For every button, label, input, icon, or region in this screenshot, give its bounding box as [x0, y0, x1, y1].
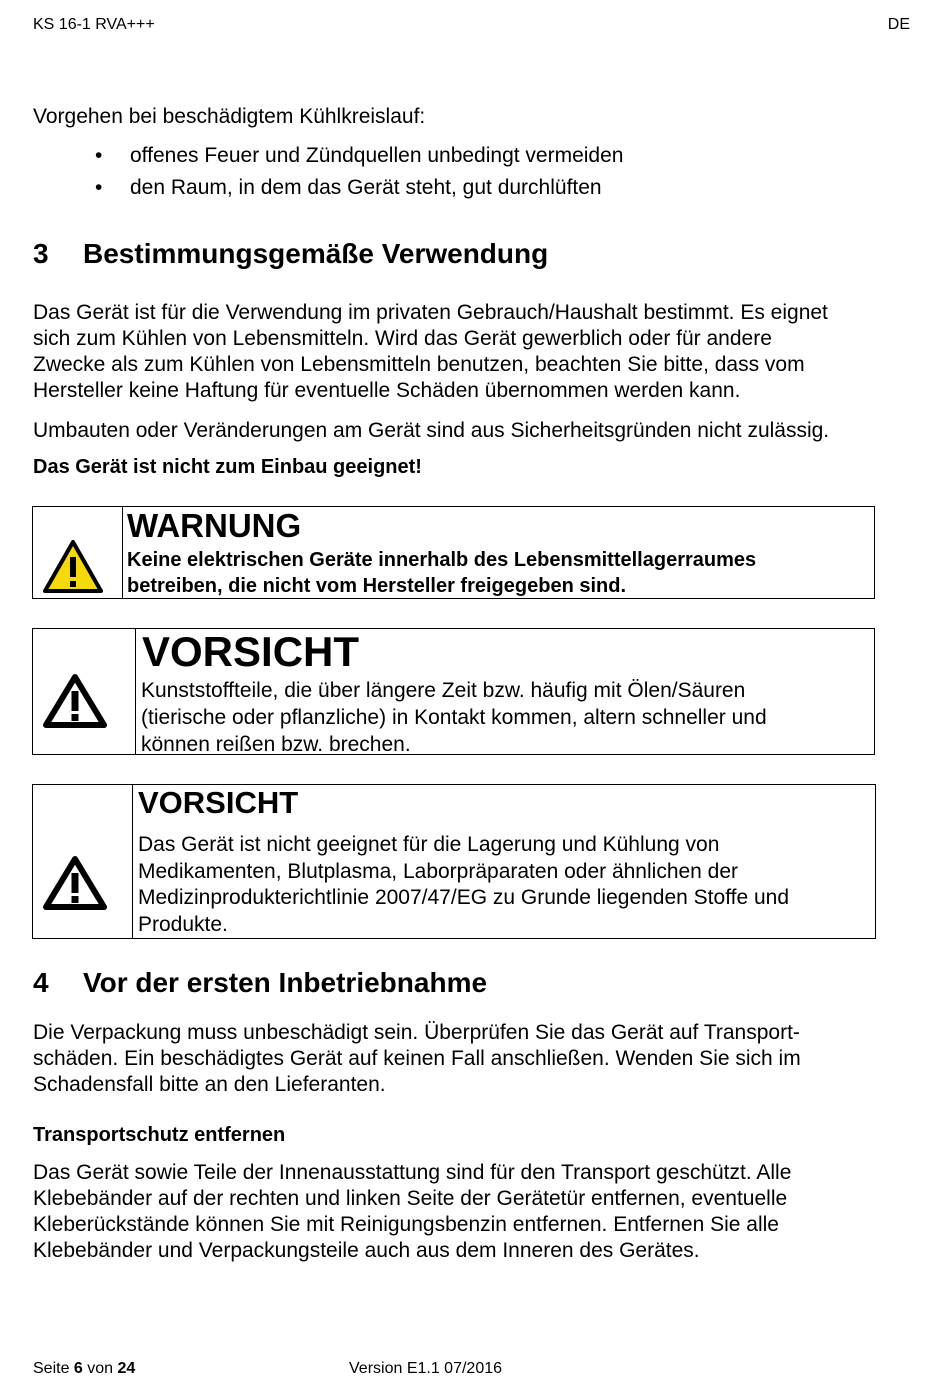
- text-line: Kleberückstände können Sie mit Reinigungsbenzin entfernen. Entfernen Sie alle: [33, 1213, 779, 1236]
- text-line: Klebebänder auf der rechten und linken Seite der Gerätetür entfernen, eventuelle: [33, 1187, 788, 1210]
- section-4-number: 4: [33, 967, 49, 998]
- text-line: schäden. Ein beschädigtes Gerät auf keinen Fall anschließen. Wenden Sie sich im: [33, 1047, 801, 1070]
- section-4-paragraph-1: [33, 1020, 913, 1098]
- section-3-bold-note: Das Gerät ist nicht zum Einbau geeignet!: [33, 456, 422, 478]
- warning-title: WARNUNG: [127, 507, 302, 544]
- section-3-title: Bestimmungsgemäße Verwendung: [83, 238, 549, 269]
- caution-icon-cell: [33, 785, 133, 938]
- total-pages: 24: [117, 1360, 136, 1377]
- text-line: betreiben, die nicht vom Hersteller freigegeben sind.: [127, 575, 627, 597]
- section-4-title: Vor der ersten Inbetriebnahme: [83, 967, 488, 998]
- current-page: 6: [73, 1360, 83, 1377]
- caution-triangle-icon: [42, 855, 108, 911]
- caution-icon-cell: [33, 629, 136, 754]
- text-line: Medizinprodukterichtlinie 2007/47/EG zu Grunde liegenden Stoffe und: [138, 886, 790, 909]
- text-line: Das Gerät ist für die Verwendung im privaten Gebrauch/Haushalt bestimmt. Es eignet: [33, 301, 828, 324]
- caution-1-title: VORSICHT: [142, 628, 360, 675]
- caution-1-text: [141, 677, 767, 758]
- caution-box-2: [32, 784, 876, 939]
- caution-box-1: [32, 628, 875, 755]
- text-line: Die Verpackung muss unbeschädigt sein. Überprüfen Sie das Gerät auf Transport-: [33, 1021, 800, 1044]
- text-line: Kunststoffteile, die über längere Zeit bzw. häufig mit Ölen/Säuren: [141, 679, 746, 702]
- section-4-paragraph-2: [33, 1160, 913, 1264]
- text-line: Produkte.: [138, 912, 228, 936]
- header-language: DE: [887, 16, 910, 33]
- section-3-paragraph-2: Umbauten oder Veränderungen am Gerät sind aus Sicherheitsgründen nicht zulässig.: [33, 419, 830, 442]
- page-number: [33, 1360, 135, 1378]
- text-line: Das Gerät ist nicht geeignet für die Lagerung und Kühlung von: [138, 833, 720, 856]
- page-mid: von: [87, 1360, 114, 1377]
- section-4-subheading: Transportschutz entfernen: [33, 1124, 286, 1146]
- page-prefix: Seite: [33, 1360, 70, 1377]
- bullet-text: den Raum, in dem das Gerät steht, gut durchlüften: [130, 176, 602, 199]
- text-line: Medikamenten, Blutplasma, Laborpräparaten oder ähnlichen der: [138, 859, 739, 883]
- text-line: sich zum Kühlen von Lebensmitteln. Wird das Gerät gewerblich oder für andere: [33, 327, 772, 350]
- warning-text: [127, 547, 756, 599]
- warning-icon-cell: [33, 507, 123, 598]
- text-line: können reißen bzw. brechen.: [141, 733, 411, 756]
- bullet-icon: •: [95, 176, 103, 199]
- intro-lead: Vorgehen bei beschädigtem Kühlkreislauf:: [33, 105, 426, 128]
- header-model: KS 16-1 RVA+++: [33, 16, 155, 33]
- text-line: (tierische oder pflanzliche) in Kontakt kommen, altern schneller und: [141, 706, 767, 729]
- caution-2-title: VORSICHT: [138, 785, 299, 820]
- version-info: Version E1.1 07/2016: [349, 1360, 503, 1377]
- section-3-number: 3: [33, 238, 49, 269]
- warning-box: [32, 506, 875, 599]
- text-line: Hersteller keine Haftung für eventuelle Schäden übernommen werden kann.: [33, 379, 741, 402]
- text-line: Zwecke als zum Kühlen von Lebensmitteln benutzen, beachten Sie bitte, dass vom: [33, 353, 805, 376]
- caution-2-text: [138, 832, 789, 938]
- text-line: Keine elektrischen Geräte innerhalb des Lebensmittellagerraumes: [127, 549, 757, 571]
- text-line: Klebebänder und Verpackungsteile auch aus dem Inneren des Gerätes.: [33, 1239, 700, 1262]
- text-line: Das Gerät sowie Teile der Innenausstattung sind für den Transport geschützt. Alle: [33, 1161, 792, 1184]
- caution-triangle-icon: [42, 673, 108, 729]
- text-line: Schadensfall bitte an den Lieferanten.: [33, 1073, 386, 1096]
- section-3-paragraph-1: [33, 300, 913, 404]
- bullet-icon: •: [95, 144, 103, 167]
- warning-triangle-icon: [42, 539, 104, 595]
- bullet-text: offenes Feuer und Zündquellen unbedingt vermeiden: [130, 144, 624, 167]
